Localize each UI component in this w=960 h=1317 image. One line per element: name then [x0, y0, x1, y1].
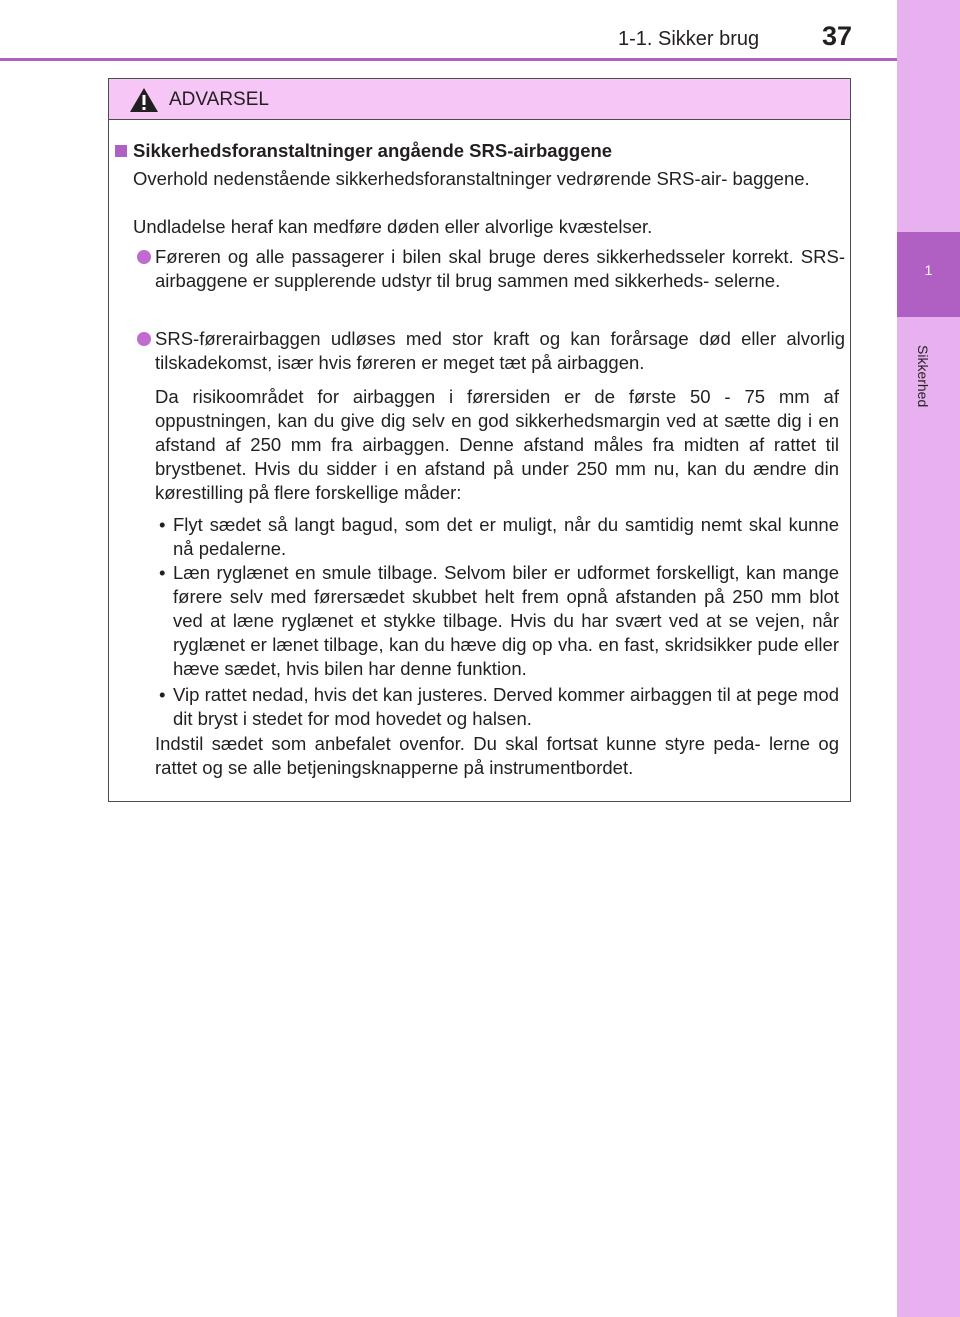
warning-title: ADVARSEL: [169, 89, 269, 110]
bullet-seatbelts: Føreren og alle passagerer i bilen skal bruge deres sikkerhedsseler korrekt. SRS-airbaggene er supplerende udstyr til brug sammen med sikkerheds- selerne.: [155, 246, 845, 291]
round-bullet-icon: [137, 250, 151, 264]
header-rule: [0, 58, 897, 61]
chapter-label: Sikkerhed: [915, 345, 931, 408]
section-title: 1-1. Sikker brug: [618, 28, 760, 50]
warning-header: [109, 79, 850, 120]
bullet-driver-airbag: SRS-førerairbaggen udløses med stor kraft og kan forårsage død eller alvorlig tilskadekomst, især hvis føreren er meget tæt på airbaggen.: [155, 328, 845, 373]
dash-item-3: Vip rattet nedad, hvis det kan justeres. Derved kommer airbaggen til at pege mod dit bryst i stedet for mod hovedet og halsen.: [173, 684, 839, 729]
dash-item-2: Læn ryglænet en smule tilbage. Selvom biler er udformet forskelligt, kan mange førere selv med førersædet skubbet helt frem opnå afstanden på 250 mm blot ved at læne ryglænet et stykke tilbage. Hvis du har svært ved at se vejen, når ryglænet er lænet tilbage, kan du hæve dig op vha. en fast, skridsikker pude eller hæve sædet, hvis bilen har denne funktion.: [173, 562, 839, 679]
chapter-number: 1: [924, 262, 933, 278]
warning-box: ADVARSEL Sikkerhedsforanstaltninger angående SRS-airbaggene Overhold nedenstående sikkerhedsforanstaltninger vedrørende SRS-air- baggene. Undladelse heraf kan medføre døden eller alvorlige kvæstelser. Føreren og alle passagerer i bilen skal bruge deres sikkerhedsseler korrekt. SRS-airbaggene er supplerende udstyr til brug sammen med sikkerheds- selerne. SRS-førerairbaggen udløses med stor kraft og kan forårsage død eller alvorlig tilskadekomst, især hvis føreren er meget tæt på airbaggen. Da risikoområdet for airbaggen i førersiden er de første 50 - 75 mm af oppustningen, kan du give dig selv en god sikkerhedsmargin ved at sætte dig i en afstand af 250 mm fra airbaggen. Denne afstand måles fra midten af rattet til brystbenet. Hvis du sidder i en afstand på under 250 mm nu, kan du ændre din kørestilling på flere forskellige måder: • Flyt sædet så langt bagud, som det er muligt, når du samtidig nemt skal kunne nå pedalerne. • Læn ryglænet en smule tilbage. Selvom biler er udformet forskelligt, kan mange førere selv med førersædet skubbet helt frem opnå afstanden på 250 mm blot ved at læne ryglænet et stykke tilbage. Hvis du har svært ved at se vejen, når ryglænet er lænet tilbage, kan du hæve dig op vha. en fast, skridsikker pude eller hæve sædet, hvis bilen har denne funktion. • Vip rattet nedad, hvis det kan justeres. Derved kommer airbaggen til at pege mod dit bryst i stedet for mod hovedet og halsen. Indstil sædet som anbefalet ovenfor. Du skal fortsat kunne styre peda- lerne og rattet og se alle betjeningsknapperne på instrumentbordet.: [108, 78, 851, 802]
side-tab: [897, 0, 960, 1317]
intro-text-1: Overhold nedenstående sikkerhedsforanstaltninger vedrørende SRS-air- baggene.: [133, 168, 810, 189]
square-bullet-icon: [115, 145, 127, 157]
page-number: 37: [822, 21, 853, 51]
section-heading: [115, 139, 612, 163]
distance-paragraph: Da risikoområdet for airbaggen i førersiden er de første 50 - 75 mm af oppustningen, kan du give dig selv en god sikkerhedsmargin ved at sætte dig i en afstand af 250 mm fra airbaggen. Denne afstand måles fra midten af rattet til brystbenet. Hvis du sidder i en afstand på under 250 mm nu, kan du ændre din kørestilling på flere forskellige måder:: [155, 386, 839, 503]
section-heading-text: Sikkerhedsforanstaltninger angående SRS-airbaggene: [133, 140, 613, 161]
warning-triangle-icon: [129, 87, 159, 113]
closing-paragraph: Indstil sædet som anbefalet ovenfor. Du skal fortsat kunne styre peda- lerne og rattet og se alle betjeningsknapperne på instrumentbordet.: [155, 733, 839, 778]
dash-item-1: Flyt sædet så langt bagud, som det er muligt, når du samtidig nemt skal kunne nå pedalerne.: [173, 514, 839, 559]
round-bullet-icon: [137, 332, 151, 346]
intro-text-2: Undladelse heraf kan medføre døden eller alvorlige kvæstelser.: [133, 216, 653, 237]
